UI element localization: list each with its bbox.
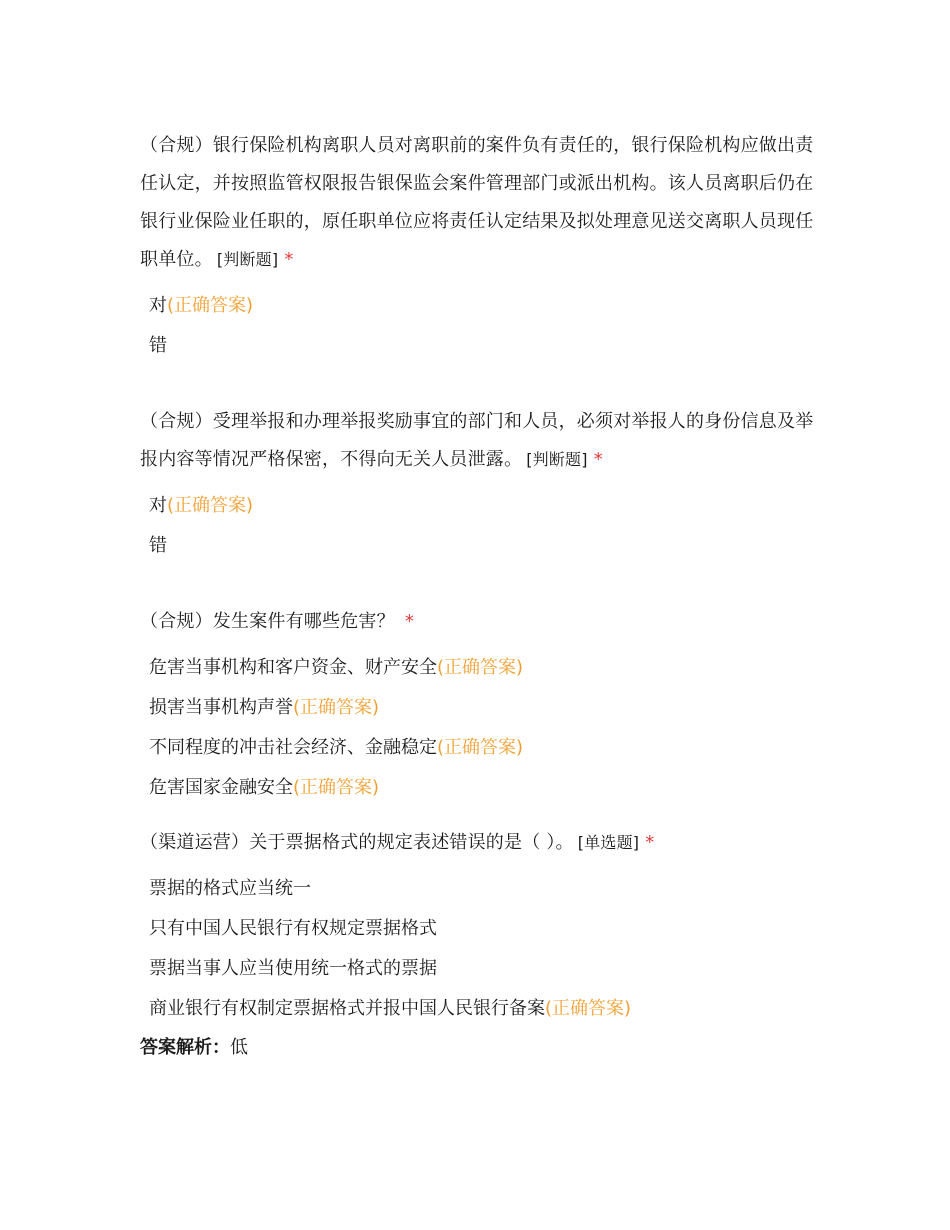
question-1-type: [判断题]: [216, 250, 279, 269]
question-3-text: （合规）发生案件有哪些危害？: [140, 611, 395, 632]
correct-answer-tag: (正确答案): [167, 295, 254, 316]
question-3: [140, 603, 820, 641]
question-4-text: （渠道运营）关于票据格式的规定表述错误的是（ ）。: [140, 832, 574, 853]
option-label: 危害国家金融安全: [149, 777, 293, 798]
required-marker: *: [404, 611, 415, 632]
correct-answer-tag: (正确答案): [293, 697, 380, 718]
correct-answer-tag: (正确答案): [293, 777, 380, 798]
option-label: 损害当事机构声誉: [149, 697, 293, 718]
correct-answer-tag: (正确答案): [437, 737, 524, 758]
question-1-option-1[interactable]: [149, 292, 253, 320]
question-2-type: [判断题]: [526, 450, 588, 469]
option-label: 危害当事机构和客户资金、财产安全: [149, 657, 437, 678]
answer-analysis: [140, 1034, 248, 1062]
question-4-type: [单选题]: [577, 833, 640, 852]
answer-analysis-label: 答案解析：: [140, 1037, 230, 1058]
option-label: 商业银行有权制定票据格式并报中国人民银行备案: [149, 998, 545, 1019]
question-2: [140, 403, 820, 479]
answer-analysis-value: 低: [230, 1037, 248, 1058]
question-2-text: （合规）受理举报和办理举报奖励事宜的部门和人员，必须对举报人的身份信息及举报内容等情况严格保密，不得向无关人员泄露。: [140, 411, 814, 470]
question-4-option-1[interactable]: [149, 875, 311, 903]
correct-answer-tag: (正确答案): [167, 495, 254, 516]
option-label: 只有中国人民银行有权规定票据格式: [149, 918, 437, 939]
question-3-option-1[interactable]: [149, 654, 523, 682]
question-1-text: （合规）银行保险机构离职人员对离职前的案件负有责任的，银行保险机构应做出责任认定，并按照监管权限报告银保监会案件管理部门或派出机构。该人员离职后仍在银行业保险业任职的，原任职单位应将责任认定结果及拟处理意见送交离职人员现任职单位。: [140, 135, 814, 270]
required-marker: *: [284, 249, 294, 270]
correct-answer-tag: (正确答案): [437, 657, 524, 678]
question-4-option-3[interactable]: [149, 955, 437, 983]
question-3-option-4[interactable]: [149, 774, 379, 802]
question-1: [140, 127, 820, 279]
option-label: 票据当事人应当使用统一格式的票据: [149, 958, 437, 979]
question-2-option-1[interactable]: [149, 492, 253, 520]
question-4-option-2[interactable]: [149, 915, 437, 943]
question-3-option-3[interactable]: [149, 734, 523, 762]
question-1-option-2[interactable]: [149, 332, 167, 360]
required-marker: *: [593, 449, 603, 470]
required-marker: *: [645, 832, 655, 853]
option-label: 票据的格式应当统一: [149, 878, 311, 899]
option-label: 对: [149, 295, 167, 316]
option-label: 错: [149, 335, 167, 356]
correct-answer-tag: (正确答案): [545, 998, 632, 1019]
option-label: 不同程度的冲击社会经济、金融稳定: [149, 737, 437, 758]
question-4-option-4[interactable]: [149, 995, 631, 1023]
option-label: 对: [149, 495, 167, 516]
question-3-option-2[interactable]: [149, 694, 379, 722]
question-2-option-2[interactable]: [149, 532, 167, 560]
question-4: [140, 824, 820, 862]
option-label: 错: [149, 535, 167, 556]
